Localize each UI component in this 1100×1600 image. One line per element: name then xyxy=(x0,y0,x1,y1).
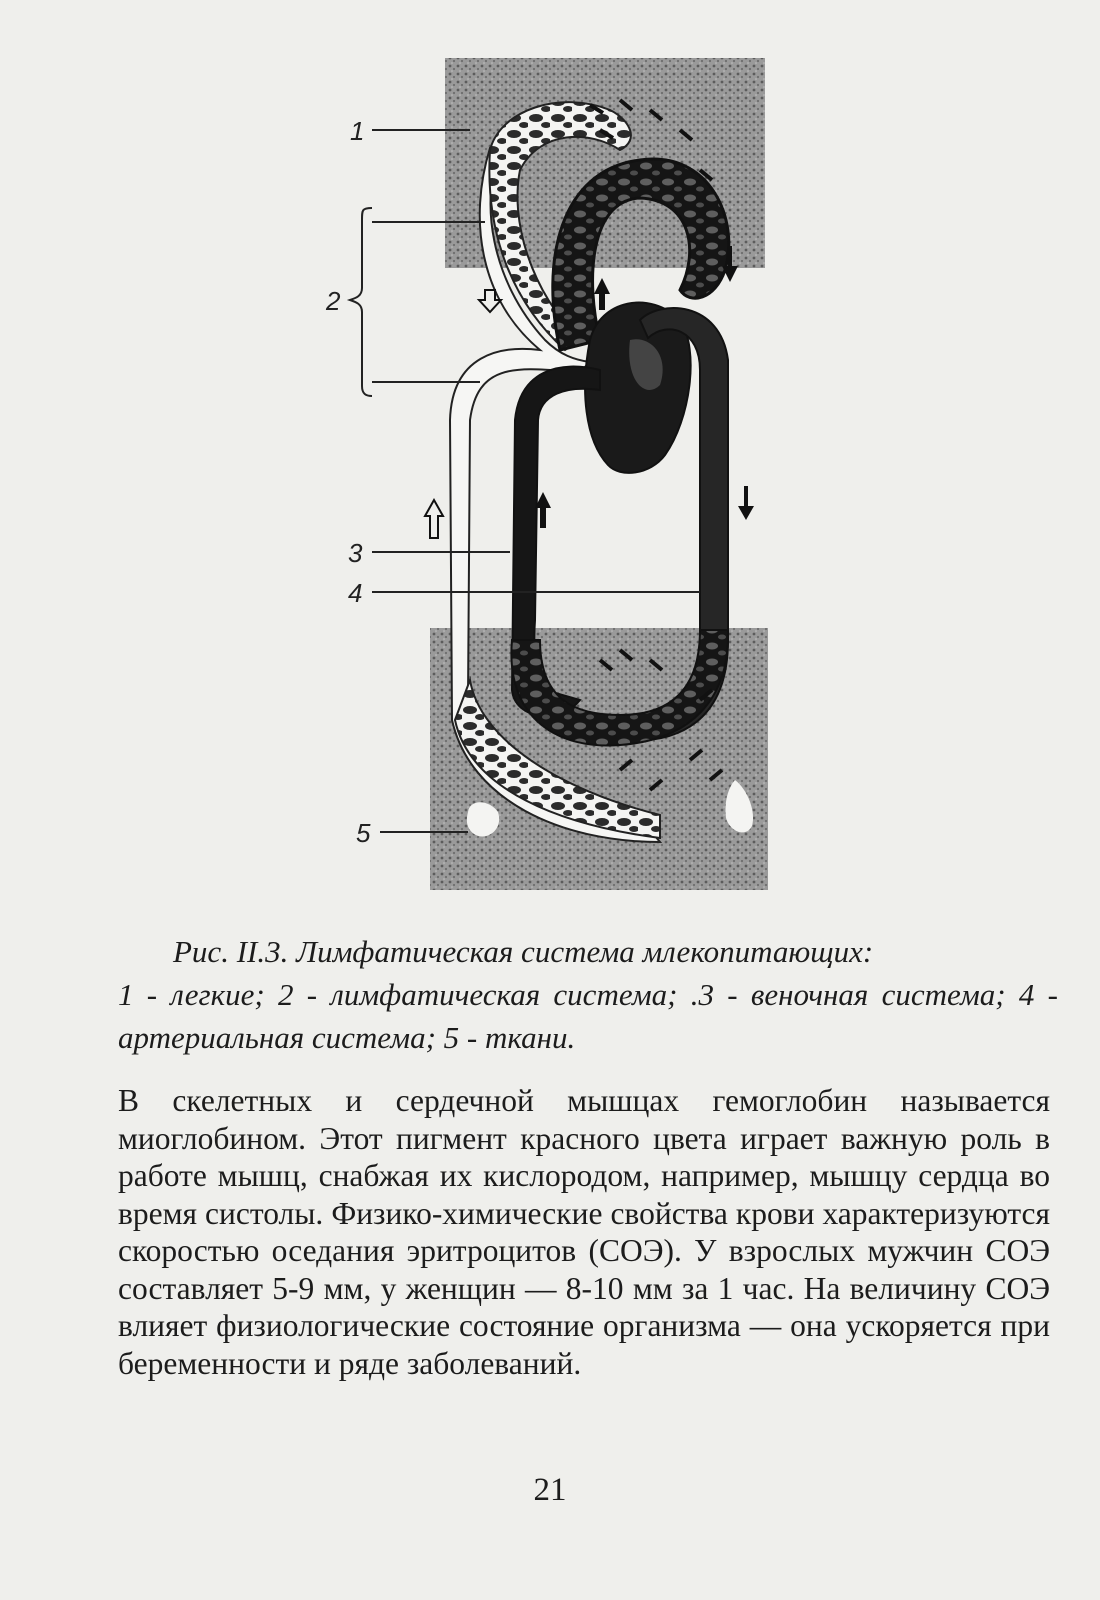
arrow-down-icon xyxy=(738,486,754,520)
figure-label-5: 5 xyxy=(356,818,371,848)
caption-title: Рис. II.3. Лимфатическая система млекопитающих: xyxy=(173,934,874,969)
figure-label-1: 1 xyxy=(350,116,365,146)
caption-legend: 1 - легкие; 2 - лимфатическая система; .3 - веночная система; 4 - артериальная система; 5 - ткани. xyxy=(118,977,1058,1055)
body-paragraph: В скелетных и сердечной мышцах гемоглобин называется миоглобином. Этот пигмент красного цвета играет важную роль в работе мышц, снабжая их кислородом, например, мышцу сердца во время систолы. Физико-химические свойства крови характеризуются скоростью оседания эритроцитов (СОЭ). У взрослых мужчин СОЭ составляет 5-9 мм, у женщин — 8-10 мм за 1 час. На величину СОЭ влияет физиологические состояние организма — она ускоряется при беременности и ряде заболеваний. xyxy=(118,1083,1050,1381)
arrow-up-icon xyxy=(594,278,610,310)
figure-label-3: 3 xyxy=(348,538,363,568)
figure-label-4: 4 xyxy=(348,578,363,608)
figure-label-2: 2 xyxy=(326,286,341,316)
figure-caption xyxy=(118,930,1058,1059)
page-number: 21 xyxy=(533,1472,567,1508)
hollow-arrow-up-icon xyxy=(425,500,443,538)
